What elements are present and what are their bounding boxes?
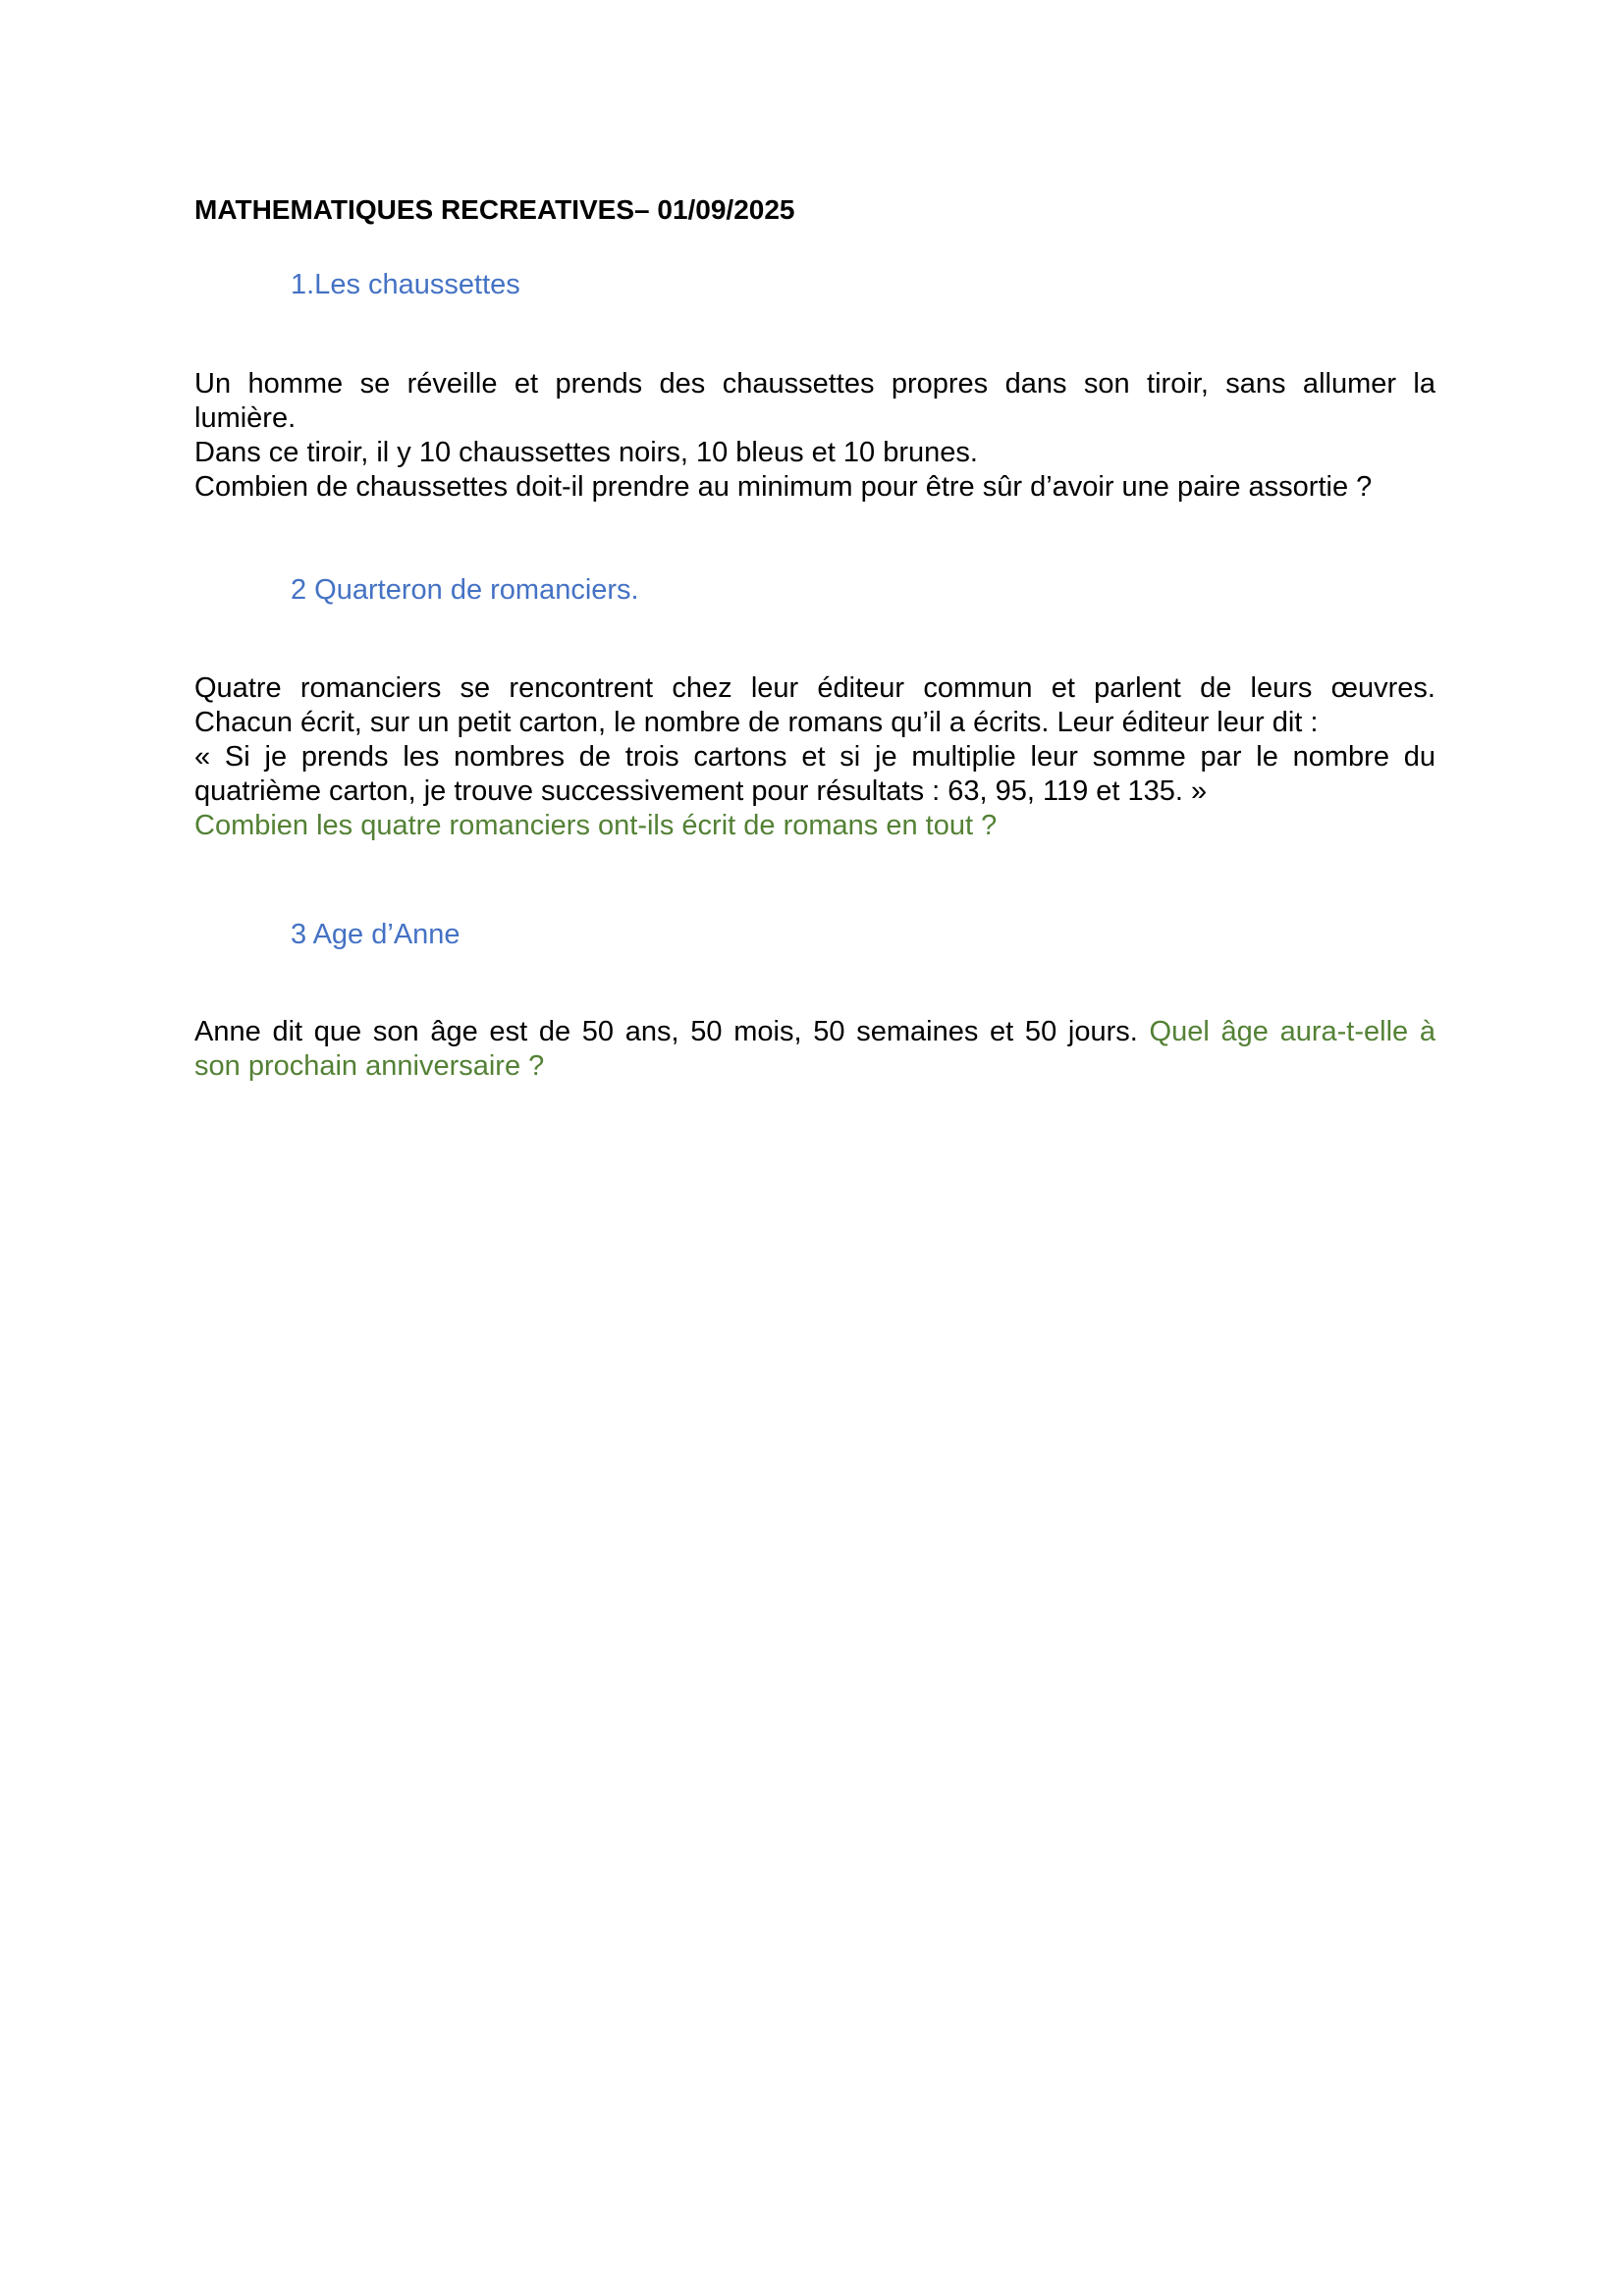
section-2-paragraph xyxy=(194,671,1435,843)
section-1-line-3: Dans ce tiroir, il y 10 chaussettes noirs, 10 bleus et 10 brunes. xyxy=(194,437,978,468)
section-3-statement: Anne dit que son âge est de 50 ans, 50 mois, 50 semaines et 50 jours. xyxy=(194,1016,1138,1047)
section-2-heading: 2 Quarteron de romanciers. xyxy=(291,574,639,606)
section-2-line-3: « Si je prends les nombres de trois cartons et si je multiplie leur somme par le nombre du xyxy=(194,741,1435,773)
section-3-line-2: son prochain anniversaire ? xyxy=(194,1050,545,1082)
section-1-line-4: Combien de chaussettes doit-il prendre au minimum pour être sûr d’avoir une paire assortie ? xyxy=(194,471,1373,503)
section-2-question: Combien les quatre romanciers ont-ils écrit de romans en tout ? xyxy=(194,810,998,841)
section-1-paragraph xyxy=(194,367,1435,505)
section-1-line-2: lumière. xyxy=(194,402,297,434)
section-3-question-start: Quel âge aura-t-elle à xyxy=(1149,1016,1436,1047)
section-1-heading: 1.Les chaussettes xyxy=(291,269,520,300)
section-3-line-1 xyxy=(194,1015,1435,1049)
section-1-line-1: Un homme se réveille et prends des chaussettes propres dans son tiroir, sans allumer la xyxy=(194,368,1435,400)
document-title: MATHEMATIQUES RECREATIVES– 01/09/2025 xyxy=(194,194,795,225)
section-2-line-1: Quatre romanciers se rencontrent chez leur éditeur commun et parlent de leurs œuvres. xyxy=(194,672,1435,704)
section-2-line-2: Chacun écrit, sur un petit carton, le nombre de romans qu’il a écrits. Leur éditeur leur dit : xyxy=(194,707,1319,738)
section-2-line-4: quatrième carton, je trouve successivement pour résultats : 63, 95, 119 et 135. » xyxy=(194,775,1208,807)
section-3-heading: 3 Age d’Anne xyxy=(291,919,460,950)
section-3-paragraph xyxy=(194,1015,1435,1084)
